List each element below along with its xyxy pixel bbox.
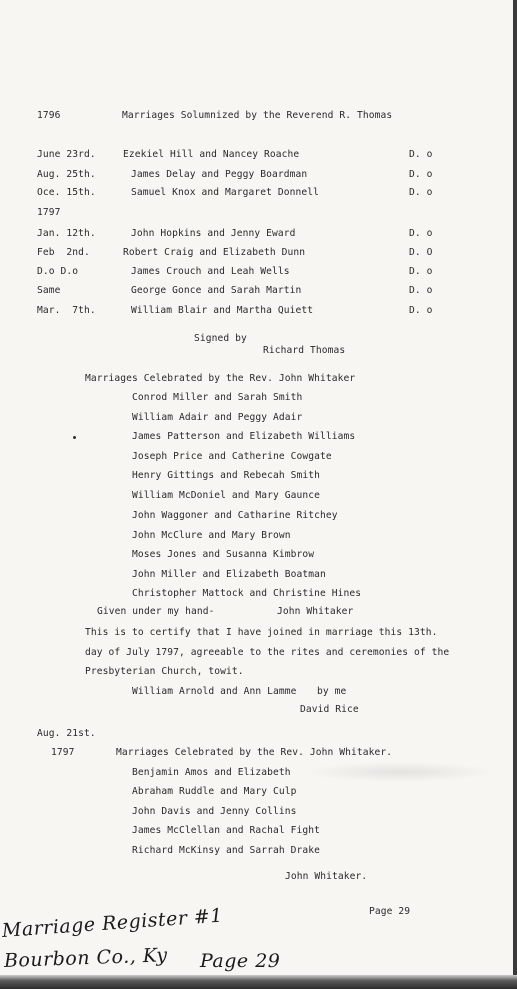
section-heading: Marriages Celebrated by the Rev. John Whitaker <box>85 373 356 384</box>
entry-date: Oce. 15th. <box>37 187 96 198</box>
entry-officiant: D. o <box>409 149 433 160</box>
couple-line: Benjamin Amos and Elizabeth <box>132 767 291 778</box>
entry-date: June 23rd. <box>37 149 96 160</box>
entry-names: Robert Craig and Elizabeth Dunn <box>123 247 306 258</box>
entry-names: George Gonce and Sarah Martin <box>131 285 302 296</box>
section-year: 1797 <box>51 747 75 758</box>
entry-officiant: D. o <box>409 305 433 316</box>
couple-line: John McClure and Mary Brown <box>132 530 291 541</box>
certificate-line: Presbyterian Church, towit. <box>85 666 244 677</box>
couple-line: John Waggoner and Catharine Ritchey <box>132 510 338 521</box>
entry-names: John Hopkins and Jenny Eward <box>131 228 296 239</box>
year-heading: 1797 <box>37 207 61 218</box>
entry-officiant: D. o <box>409 169 433 180</box>
couple-line: James McClellan and Rachal Fight <box>132 825 321 836</box>
entry-officiant: D. o <box>409 266 433 277</box>
couple-line: John Miller and Elizabeth Boatman <box>132 569 326 580</box>
entry-officiant: D. o <box>409 228 433 239</box>
entry-date: Mar. 7th. <box>37 305 96 316</box>
section-heading: Marriages Celebrated by the Rev. John Whitaker. <box>116 747 393 758</box>
entry-date: Aug. 25th. <box>37 169 96 180</box>
entry-date: D.o D.o <box>37 266 79 277</box>
couple-line: Joseph Price and Catherine Cowgate <box>132 451 332 462</box>
couple-line: William McDoniel and Mary Gaunce <box>132 490 321 501</box>
entry-names: Samuel Knox and Margaret Donnell <box>131 187 320 198</box>
entry-names: James Delay and Peggy Boardman <box>131 169 308 180</box>
entry-officiant: D. o <box>409 187 433 198</box>
handwritten-page: Page 29 <box>200 950 281 972</box>
handwritten-county: Bourbon Co., Ky <box>3 944 168 972</box>
faded-text-smudge <box>305 762 495 782</box>
couple-line: Conrod Miller and Sarah Smith <box>132 392 303 403</box>
entry-names: James Crouch and Leah Wells <box>131 266 290 277</box>
signature-name: Richard Thomas <box>263 345 346 356</box>
ink-dot <box>73 436 76 439</box>
by-me-label: by me <box>317 686 347 697</box>
couple-line: Richard McKinsy and Sarrah Drake <box>132 845 321 856</box>
couple-line: Christopher Mattock and Christine Hines <box>132 588 362 599</box>
handwritten-register-title: Marriage Register #1 <box>1 904 224 942</box>
scan-bottom-edge <box>0 975 517 989</box>
couple-line: James Patterson and Elizabeth Williams <box>132 431 356 442</box>
couple-line: Abraham Ruddle and Mary Culp <box>132 786 297 797</box>
couple-line: William Adair and Peggy Adair <box>132 412 303 423</box>
entry-names: William Blair and Martha Quiett <box>131 305 314 316</box>
given-under-hand: Given under my hand- <box>97 606 215 617</box>
couple-line: John Davis and Jenny Collins <box>132 806 297 817</box>
page-number: Page 29 <box>369 906 411 917</box>
certificate-couple: William Arnold and Ann Lamme <box>132 686 297 697</box>
given-signature: John Whitaker <box>277 606 354 617</box>
entry-date: Feb 2nd. <box>37 247 90 258</box>
entry-officiant: D. o <box>409 285 433 296</box>
section-signer: John Whitaker. <box>285 871 368 882</box>
entry-names: Ezekiel Hill and Nancey Roache <box>123 149 300 160</box>
certificate-line: This is to certify that I have joined in marriage this 13th. <box>85 627 438 638</box>
certificate-signer: David Rice <box>300 704 359 715</box>
entry-date: Jan. 12th. <box>37 228 96 239</box>
entry-date: Same <box>37 285 61 296</box>
header-year: 1796 <box>37 110 61 121</box>
section-date: Aug. 21st. <box>37 728 96 739</box>
signed-by-label: Signed by <box>194 333 247 344</box>
entry-officiant: D. O <box>409 247 433 258</box>
couple-line: Henry Gittings and Rebecah Smith <box>132 470 321 481</box>
scan-edge <box>513 0 517 989</box>
certificate-line: day of July 1797, agreeable to the rites and ceremonies of the <box>85 647 450 658</box>
page-title: Marriages Solumnized by the Reverend R. Thomas <box>122 110 393 121</box>
couple-line: Moses Jones and Susanna Kimbrow <box>132 549 315 560</box>
